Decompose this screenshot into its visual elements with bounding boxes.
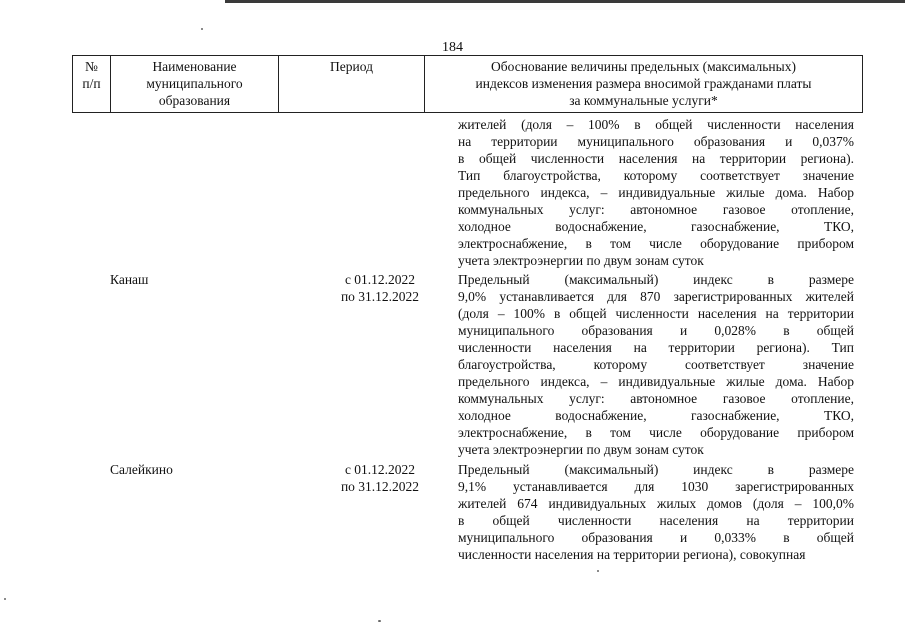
header-basis-line: Обоснование величины предельных (максимальных) [491, 59, 796, 74]
header-basis [425, 56, 863, 113]
header-period-label: Период [330, 59, 373, 74]
description-line: благоустройства, которому соответствует значение [458, 357, 854, 372]
header-number-line: п/п [82, 76, 101, 91]
row-municipality-name: Салейкино [110, 462, 173, 477]
header-municipality-line: муниципального [146, 76, 243, 91]
header-basis-line: за коммунальные услуги* [569, 93, 718, 108]
description-line: предельного индекса, – индивидуальные жилые дома. Набор [458, 185, 854, 200]
row-description [458, 271, 854, 458]
scan-speck [378, 620, 381, 622]
header-basis-line: индексов изменения размера вносимой гражданами платы [475, 76, 812, 91]
period-end: по 31.12.2022 [340, 479, 420, 494]
description-line: муниципального образования и 0,028% в общей [458, 323, 854, 338]
description-line: учета электроэнергии по двум зонам суток [458, 442, 704, 457]
scan-speck [4, 598, 6, 600]
description-line: (доля – 100% в общей численности населения на территории [458, 306, 854, 321]
page-number: 184 [442, 40, 463, 55]
top-border-line [225, 0, 905, 3]
header-municipality-line: Наименование [152, 59, 237, 74]
description-line: Предельный (максимальный) индекс в размере [458, 272, 854, 287]
description-line: электроснабжение, в том числе оборудование прибором [458, 236, 854, 251]
description-line: холодное водоснабжение, газоснабжение, ТКО, [458, 219, 854, 234]
description-line: холодное водоснабжение, газоснабжение, ТКО, [458, 408, 854, 423]
description-line: в общей численности населения на территории региона). [458, 151, 854, 166]
period-start: с 01.12.2022 [344, 462, 416, 477]
description-line: коммунальных услуг: автономное газовое отопление, [458, 391, 854, 406]
header-municipality-line: образования [158, 93, 231, 108]
description-line: численности населения на территории региона), совокупная [458, 547, 806, 562]
header-number [73, 56, 111, 113]
description-line: жителей (доля – 100% в общей численности населения [458, 117, 854, 132]
description-line: численности населения на территории региона). Тип [458, 340, 854, 355]
scan-speck [201, 28, 203, 30]
description-line: 9,1% устанавливается для 1030 зарегистрированных [458, 479, 854, 494]
row-description [458, 461, 854, 563]
header-number-line: № [85, 59, 98, 74]
description-line: муниципального образования и 0,033% в общей [458, 530, 854, 545]
header-municipality [111, 56, 279, 113]
description-line: 9,0% устанавливается для 870 зарегистрированных жителей [458, 289, 854, 304]
description-line: Тип благоустройства, которому соответствует значение [458, 168, 854, 183]
description-line: в общей численности населения на территории [458, 513, 854, 528]
description-line: коммунальных услуг: автономное газовое отопление, [458, 202, 854, 217]
description-line: Предельный (максимальный) индекс в размере [458, 462, 854, 477]
description-line: учета электроэнергии по двум зонам суток [458, 253, 704, 268]
period-end: по 31.12.2022 [340, 289, 420, 304]
period-start: с 01.12.2022 [344, 272, 416, 287]
row-municipality-name: Канаш [110, 272, 149, 287]
description-line: электроснабжение, в том числе оборудование прибором [458, 425, 854, 440]
continuation-description [458, 116, 854, 269]
description-line: предельного индекса, – индивидуальные жилые дома. Набор [458, 374, 854, 389]
description-line: жителей 674 индивидуальных жилых домов (доля – 100,0% [458, 496, 854, 511]
header-period [279, 56, 425, 113]
scan-speck [597, 570, 599, 572]
description-line: на территории муниципального образования и 0,037% [458, 134, 854, 149]
row-period [300, 271, 460, 305]
table-header [72, 55, 863, 113]
row-period [300, 461, 460, 495]
